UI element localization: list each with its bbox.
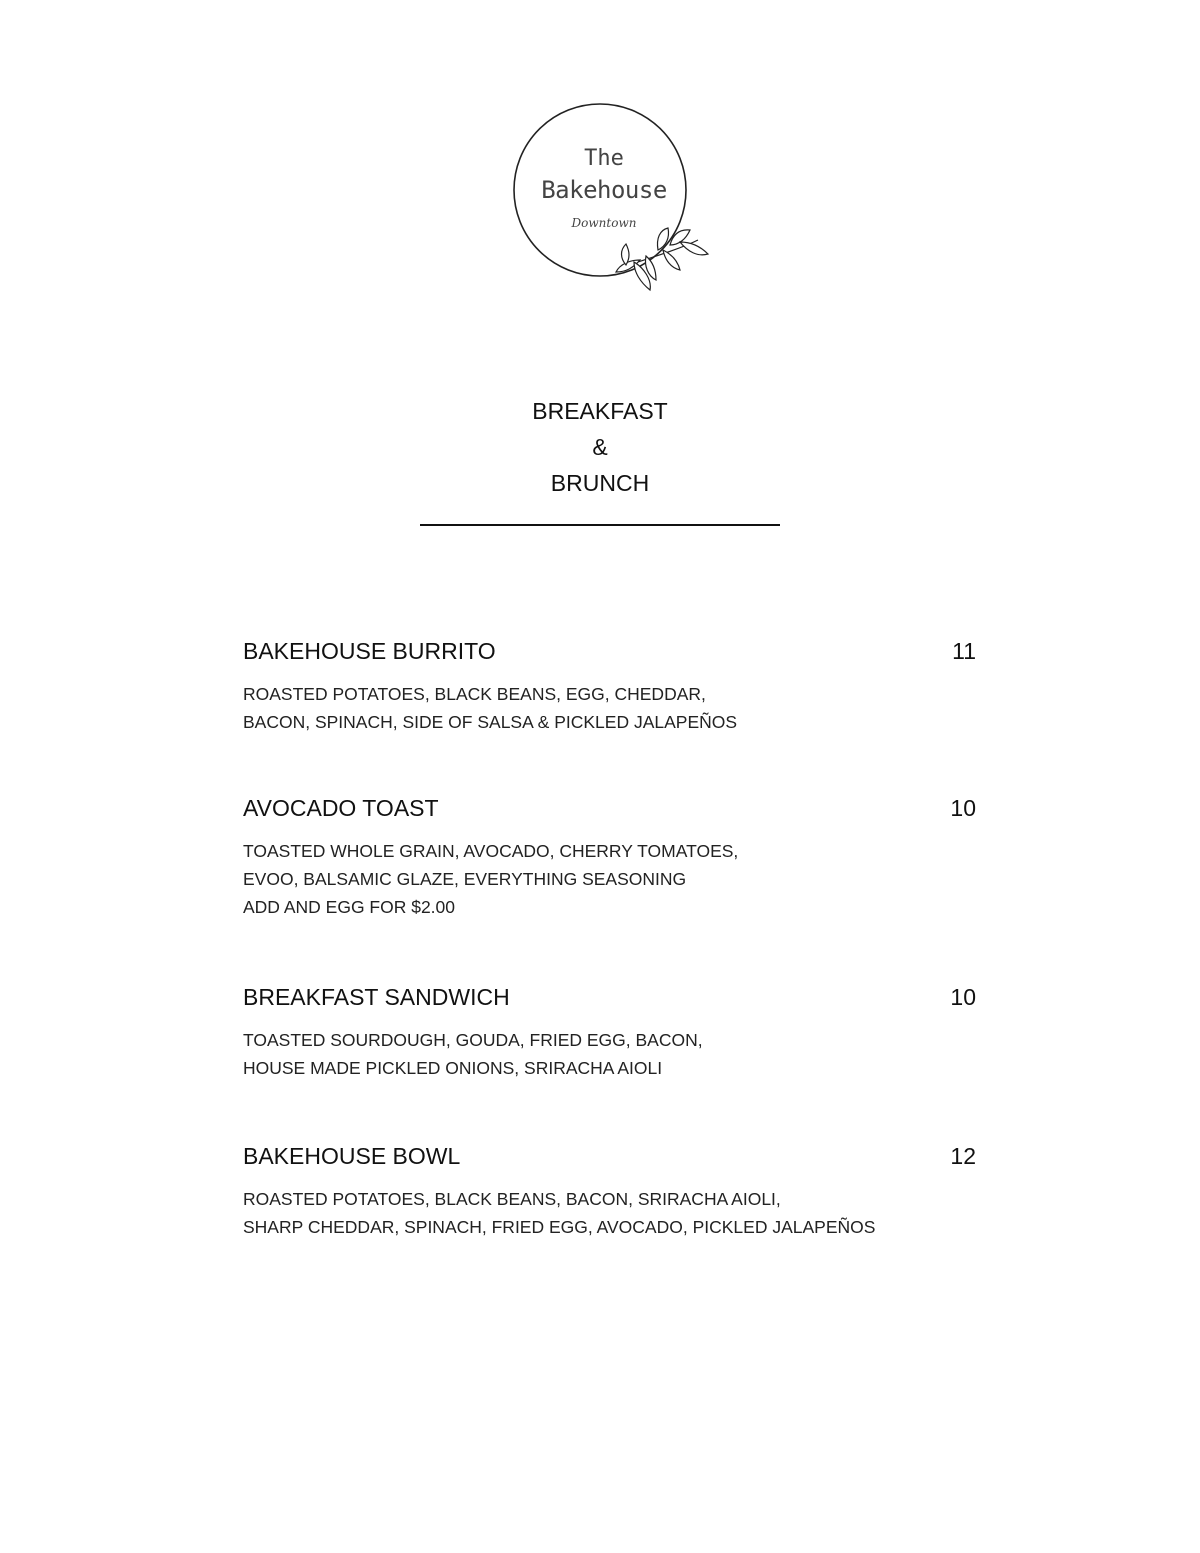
menu-item-bakehouse-burrito [243,637,983,736]
logo-text-the: The [584,146,624,171]
logo-text-downtown: Downtown [571,216,637,230]
description-line: ADD AND EGG FOR $2.00 [243,897,456,917]
logo-circle [508,100,718,310]
menu-item-description [243,1185,983,1241]
menu-item-price: 11 [952,638,976,664]
title-line-brunch: BRUNCH [550,470,650,496]
menu-item-name: AVOCADO TOAST [243,795,439,821]
menu-item-avocado-toast [243,794,983,921]
leaf-branch-icon [616,228,708,290]
menu-item-description [243,837,983,921]
description-line: ROASTED POTATOES, BLACK BEANS, BACON, SRIRACHA AIOLI, [243,1189,781,1209]
logo-text-bakehouse: Bakehouse [541,176,667,204]
menu-item-price: 12 [950,1143,976,1169]
menu-section-title [400,393,800,501]
description-line: TOASTED SOURDOUGH, GOUDA, FRIED EGG, BACON, [243,1030,703,1050]
description-line: SHARP CHEDDAR, SPINACH, FRIED EGG, AVOCADO, PICKLED JALAPEÑOS [243,1217,876,1237]
menu-item-name: BAKEHOUSE BURRITO [243,638,496,664]
menu-item-price: 10 [950,795,976,821]
description-line: EVOO, BALSAMIC GLAZE, EVERYTHING SEASONING [243,869,687,889]
description-line: BACON, SPINACH, SIDE OF SALSA & PICKLED JALAPEÑOS [243,712,738,732]
menu-item-price: 10 [950,984,976,1010]
menu-item-description [243,680,983,736]
menu-item-breakfast-sandwich [243,983,983,1082]
logo [508,100,718,310]
description-line: TOASTED WHOLE GRAIN, AVOCADO, CHERRY TOMATOES, [243,841,739,861]
description-line: ROASTED POTATOES, BLACK BEANS, EGG, CHEDDAR, [243,684,706,704]
menu-item-name: BAKEHOUSE BOWL [243,1143,461,1169]
menu-item-bakehouse-bowl [243,1142,983,1241]
title-line-ampersand: & [592,434,608,460]
description-line: HOUSE MADE PICKLED ONIONS, SRIRACHA AIOLI [243,1058,663,1078]
title-line-breakfast: BREAKFAST [532,398,668,424]
menu-item-description [243,1026,983,1082]
title-divider [420,524,780,526]
menu-item-name: BREAKFAST SANDWICH [243,984,510,1010]
